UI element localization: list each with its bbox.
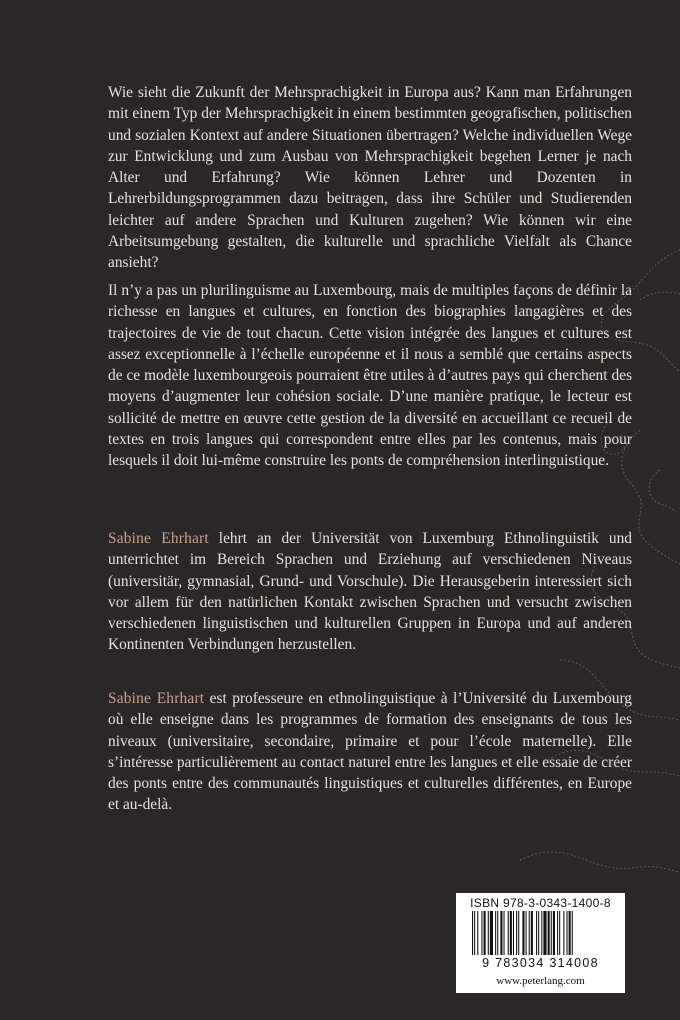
barcode-bar [557,911,558,955]
barcode-bar [513,911,514,955]
barcode-bar [548,911,550,955]
barcode-bar [474,911,475,955]
french-bio-text: est professeure en ethnolinguistique à l’Université du Luxembourg où elle enseigne dans les programmes de formation des enseignants de tous les niveaux (universitaire, secondaire, primaire et pour l’école maternelle). Elle s’intéresse particulièrement au contact naturel entre les langues et elle essaie de créer des ponts entre des communautés linguistiques et culturelles différentes, en Europe et au-delà. [108,690,632,814]
barcode-bar [481,911,482,955]
barcode-bar [516,911,517,955]
barcode-bar [522,911,524,955]
german-bio-text: lehrt an der Universität von Luxemburg Ethnolinguistik und unterrichtet im Bereich Sprachen und Erziehung auf verschiedenen Niveaus (universitär, gymnasial, Grund- und Vorschule). Die Herausgeberin interessiert sich vor allem für den natürlichen Kontakt zwischen Sprachen und versucht zwischen verschiedenen linguistischen und kulturellen Gruppen in Europa und auf anderen Kontinenten Verbindungen herzustellen. [108,530,632,654]
barcode-bar [553,911,555,955]
barcode-image [470,911,611,957]
barcode-bar [500,911,502,955]
barcode-bar [536,911,537,955]
barcode-bar [526,911,527,955]
barcode-bar [563,911,564,955]
barcode-bar [484,911,486,955]
barcode-bar [488,911,489,955]
barcode-bar [538,911,539,955]
barcode-bar [510,911,512,955]
barcode-panel [456,893,625,993]
barcode-bar [504,911,505,955]
barcode-bar [541,911,542,955]
barcode-bar [495,911,496,955]
barcode-bar [569,911,571,955]
barcode-bar [472,911,473,955]
barcode-bar [518,911,519,955]
barcode-bar [559,911,560,955]
barcode-bar [543,911,546,955]
publisher-website: www.peterlang.com [496,975,585,987]
german-bio-paragraph [108,528,632,656]
barcode-bar [477,911,478,955]
isbn-label: ISBN 978-3-0343-1400-8 [470,896,611,910]
barcode-bar [551,911,552,955]
german-intro-paragraph: Wie sieht die Zukunft der Mehrsprachigkeit in Europa aus? Kann man Erfahrungen mit einem Typ der Mehrsprachigkeit in einem bestimmten geografischen, politischen und sozialen Kontext auf andere Situationen übertragen? Welche individuellen Wege zur Entwicklung und zum Ausbau von Mehrsprachigkeit begehen Lerner je nach Alter und Erfahrung? Wie können Lehrer und Dozenten in Lehrerbildungsprogrammen dazu beitragen, dass ihre Schüler und Studierenden leichter auf andere Sprachen und Kulturen zugehen? Wie können wir eine Arbeitsumgebung gestalten, die kulturelle und sprachliche Vielfalt als Chance ansieht? [108,84,632,272]
barcode-bar [529,911,530,955]
barcode-bar [508,911,509,955]
barcode-bar [531,911,533,955]
author-name: Sabine Ehrhart [108,530,209,547]
french-bio-paragraph [108,688,632,816]
author-name: Sabine Ehrhart [108,690,205,707]
barcode-bar [490,911,493,955]
barcode-bar [572,911,573,955]
barcode-digits: 9 783034 314008 [482,956,599,970]
french-intro-paragraph: Il n’y a pas un plurilinguisme au Luxembourg, mais de multiples façons de définir la richesse en langues et cultures, en fonction des biographies langagières et des trajectoires de vie de tout chacun. Cette vision intégrée des langues et cultures est assez exceptionnelle à l’échelle européenne et il nous a semblé que certains aspects de ce modèle luxembourgeois pourraient être utiles à d’autres pays qui cherchent des moyens d’augmenter leur cohésion sociale. D’une manière pratique, le lecteur est sollicité de mettre en œuvre cette gestion de la diversité en accueillant ce recueil de textes en trois langues qui correspondent entre elles par les contenus, mais pour lesquels il doit lui-même construire les ponts de compréhension interlinguistique. [108,282,632,470]
barcode-bar [567,911,568,955]
barcode-bar [497,911,498,955]
